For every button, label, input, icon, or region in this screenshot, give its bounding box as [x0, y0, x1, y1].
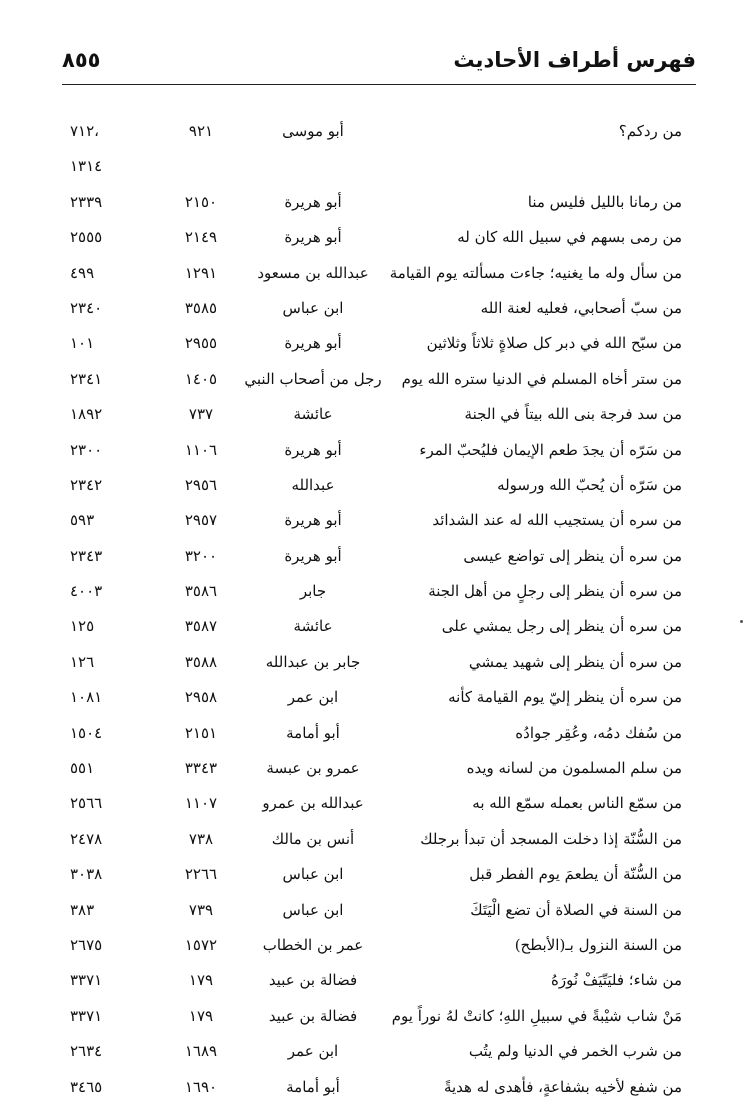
narrator-name: أنس بن مالك — [271, 829, 355, 848]
narrator-name: عبدالله بن عمرو — [262, 794, 364, 813]
hadith-number: ٣٣٤٣ — [184, 759, 218, 778]
hadith-number: ١٧٩ — [188, 1006, 214, 1025]
hadith-number: ٢١٥١ — [184, 723, 218, 742]
index-row — [0, 680, 754, 715]
narrator-name: ابن عمر — [287, 688, 339, 707]
reference-number: ٥٩٣ — [70, 511, 95, 530]
narrator-name: عائشة — [293, 405, 333, 424]
index-row — [0, 468, 754, 503]
hadith-text: من سَرّه أن يُحبّ الله ورسوله — [497, 475, 682, 494]
narrator-name: ابن عباس — [282, 865, 344, 884]
hadith-text: من شاء؛ فليَتّيَفْ نُورَهُ — [551, 971, 682, 990]
reference-number: ٢٣٣٩ — [70, 192, 103, 211]
reference-number: ١٥٠٤ — [70, 723, 103, 742]
hadith-number: ٣٥٨٦ — [184, 582, 218, 601]
hadith-text: من السُّنّة إذا دخلت المسجد أن تبدأ برجلك — [420, 829, 682, 848]
reference-number: ٣٤٦٥ — [70, 1077, 103, 1096]
hadith-text: من سره أن ينظر إلى رجل يمشي على — [441, 617, 682, 636]
reference-number: ٢٦٣٤ — [70, 1042, 103, 1061]
hadith-text: مَنْ شاب شيْبةً في سبيلِ اللهِ؛ كانتْ لهُ نوراً يوم — [391, 1006, 682, 1025]
hadith-number: ١٥٧٢ — [184, 935, 218, 954]
reference-number: ٢٤٧٨ — [70, 829, 103, 848]
reference-number: ٢٥٦٦ — [70, 794, 103, 813]
index-row — [0, 928, 754, 963]
index-row — [0, 999, 754, 1034]
hadith-number: ٢١٥٠ — [184, 192, 218, 211]
index-row — [0, 362, 754, 397]
hadith-number: ١١٠٦ — [184, 440, 218, 459]
reference-number: ٤٠٠٣ — [70, 582, 103, 601]
index-row — [0, 609, 754, 644]
hadith-text: من سد فرجة بنى الله بيتاً في الجنة — [464, 405, 682, 424]
hadith-number: ٧٣٩ — [188, 900, 214, 919]
narrator-name: عمر بن الخطاب — [262, 935, 364, 954]
hadith-number: ١١٠٧ — [184, 794, 218, 813]
reference-number: ٣٣٧١ — [70, 971, 103, 990]
index-row — [0, 822, 754, 857]
narrator-name: ابن عباس — [282, 298, 344, 317]
narrator-name: عائشة — [293, 617, 333, 636]
hadith-text: من السُّنّة أن يطعمَ يوم الفطر قبل — [469, 865, 682, 884]
index-row — [0, 433, 754, 468]
narrator-name: فضالة بن عبيد — [268, 1006, 358, 1025]
hadith-text: من سره أن ينظر إلى تواضع عيسى — [463, 546, 682, 565]
index-row — [0, 397, 754, 432]
narrator-name: أبو أمامة — [286, 723, 340, 742]
hadith-text: من شرب الخمر في الدنيا ولم يتُب — [468, 1042, 682, 1061]
narrator-name: أبو هريرة — [284, 192, 342, 211]
hadith-text: من سلم المسلمون من لسانه ويده — [466, 759, 682, 778]
index-row — [0, 893, 754, 928]
hadith-text: من رمى بسهم في سبيل الله كان له — [457, 228, 682, 247]
hadith-text: من شفع لأخيه بشفاعةٍ، فأهدى له هديةً — [443, 1077, 682, 1096]
reference-number: ٣٨٣ — [70, 900, 95, 919]
narrator-name: أبو موسى — [282, 122, 344, 140]
hadith-number: ٢٩٥٦ — [184, 475, 218, 494]
narrator-name: فضالة بن عبيد — [268, 971, 358, 990]
index-row — [0, 645, 754, 680]
page-title: فهرس أطراف الأحاديث — [453, 48, 696, 72]
narrator-name: ابن عمر — [287, 1042, 339, 1061]
narrator-name: جابر بن عبدالله — [265, 652, 361, 671]
narrator-name: أبو أمامة — [286, 1077, 340, 1096]
narrator-name: عمرو بن عبسة — [266, 759, 360, 778]
narrator-name: أبو هريرة — [284, 546, 342, 565]
narrator-name: أبو هريرة — [284, 334, 342, 353]
narrator-name: ابن عباس — [282, 900, 344, 919]
index-row — [0, 185, 754, 220]
narrator-name: أبو هريرة — [284, 228, 342, 247]
index-row — [0, 114, 754, 149]
reference-number: ٢٣٠٠ — [70, 440, 103, 459]
hadith-number: ٣٢٠٠ — [184, 546, 218, 565]
hadith-text: من ردكم؟ — [618, 122, 682, 140]
hadith-text: من سره أن ينظر إلى رجلٍ من أهل الجنة — [428, 582, 682, 601]
narrator-name: أبو هريرة — [284, 511, 342, 530]
hadith-number: ٢٩٥٨ — [184, 688, 218, 707]
reference-number: ١٨٩٢ — [70, 405, 103, 424]
narrator-name: عبدالله بن مسعود — [257, 263, 369, 282]
hadith-text: من سره أن ينظر إليّ يوم القيامة كأنه — [448, 688, 682, 707]
reference-number: ١٣١٤ — [70, 157, 103, 176]
hadith-number: ٢٩٥٧ — [184, 511, 218, 530]
index-row — [0, 326, 754, 361]
narrator-name: عبدالله — [291, 475, 335, 494]
reference-number: ١٠١ — [70, 334, 95, 353]
scan-speck — [740, 620, 743, 623]
index-row — [0, 963, 754, 998]
narrator-name: أبو هريرة — [284, 440, 342, 459]
hadith-number: ٢٩٥٥ — [184, 334, 218, 353]
reference-number: ٤٩٩ — [70, 263, 95, 282]
hadith-text: من سأل وله ما يغنيه؛ جاءت مسألته يوم القيامة — [389, 263, 682, 282]
hadith-number: ١٢٩١ — [184, 263, 218, 282]
reference-number: ٧١٢، — [70, 122, 100, 140]
index-row — [0, 291, 754, 326]
hadith-number: ٧٣٨ — [188, 829, 214, 848]
index-row — [0, 220, 754, 255]
page-header — [62, 44, 696, 85]
reference-number: ٢٣٤١ — [70, 369, 103, 388]
hadith-text: من سَرّه أن يجدَ طعم الإيمان فليُحبّ المرء — [419, 440, 682, 459]
reference-number: ٢٦٧٥ — [70, 935, 103, 954]
hadith-text: من رمانا بالليل فليس منا — [527, 192, 682, 211]
reference-number: ٣٣٧١ — [70, 1006, 103, 1025]
hadith-text: من سره أن ينظر إلى شهيد يمشي — [468, 652, 682, 671]
index-row — [0, 256, 754, 291]
hadith-text: من سبّح الله في دبر كل صلاةٍ ثلاثاً وثلاثين — [426, 334, 682, 353]
reference-number: ٥٥١ — [70, 759, 95, 778]
hadith-number: ١٤٠٥ — [184, 369, 218, 388]
reference-number: ٢٣٤٢ — [70, 475, 103, 494]
index-row — [0, 539, 754, 574]
index-row — [0, 1070, 754, 1105]
narrator-name: جابر — [299, 582, 327, 601]
hadith-number: ١٧٩ — [188, 971, 214, 990]
index-row — [0, 1034, 754, 1069]
reference-number: ٢٣٤٣ — [70, 546, 103, 565]
narrator-name: رجل من أصحاب النبي — [244, 369, 382, 388]
index-row — [0, 751, 754, 786]
hadith-text: من سمّع الناس بعمله سمّع الله به — [472, 794, 682, 813]
hadith-text: من السنة في الصلاة أن تضع الْيَتَكَ — [470, 900, 682, 919]
index-row — [0, 786, 754, 821]
hadith-number: ٢٢٦٦ — [184, 865, 218, 884]
hadith-number: ٩٢١ — [188, 122, 214, 140]
hadith-number: ١٦٩٠ — [184, 1077, 218, 1096]
hadith-number: ٢١٤٩ — [184, 228, 218, 247]
hadith-text: من سبّ أصحابي، فعليه لعنة الله — [480, 298, 682, 317]
reference-number: ١٠٨١ — [70, 688, 103, 707]
index-row — [0, 857, 754, 892]
hadith-index-list — [0, 114, 754, 1105]
page-number: ٨٥٥ — [62, 48, 101, 72]
reference-number: ١٢٦ — [70, 652, 95, 671]
hadith-number: ٣٥٨٥ — [184, 298, 218, 317]
reference-number: ٣٠٣٨ — [70, 865, 103, 884]
index-row — [0, 716, 754, 751]
reference-number: ١٢٥ — [70, 617, 95, 636]
hadith-text: من السنة النزول بـ(الأبطح) — [514, 935, 682, 954]
index-row — [0, 503, 754, 538]
hadith-number: ١٦٨٩ — [184, 1042, 218, 1061]
hadith-number: ٧٣٧ — [188, 405, 214, 424]
index-row — [0, 574, 754, 609]
hadith-text: من سره أن يستجيب الله له عند الشدائد — [432, 511, 682, 530]
hadith-text: من ستر أخاه المسلم في الدنيا ستره الله يوم — [401, 369, 682, 388]
hadith-text: من سُفك دمُه، وعُقِر جوادُه — [515, 723, 682, 742]
reference-number: ٢٥٥٥ — [70, 228, 103, 247]
hadith-number: ٣٥٨٧ — [184, 617, 218, 636]
reference-number: ٢٣٤٠ — [70, 298, 103, 317]
hadith-number: ٣٥٨٨ — [184, 652, 218, 671]
index-row — [0, 149, 754, 184]
